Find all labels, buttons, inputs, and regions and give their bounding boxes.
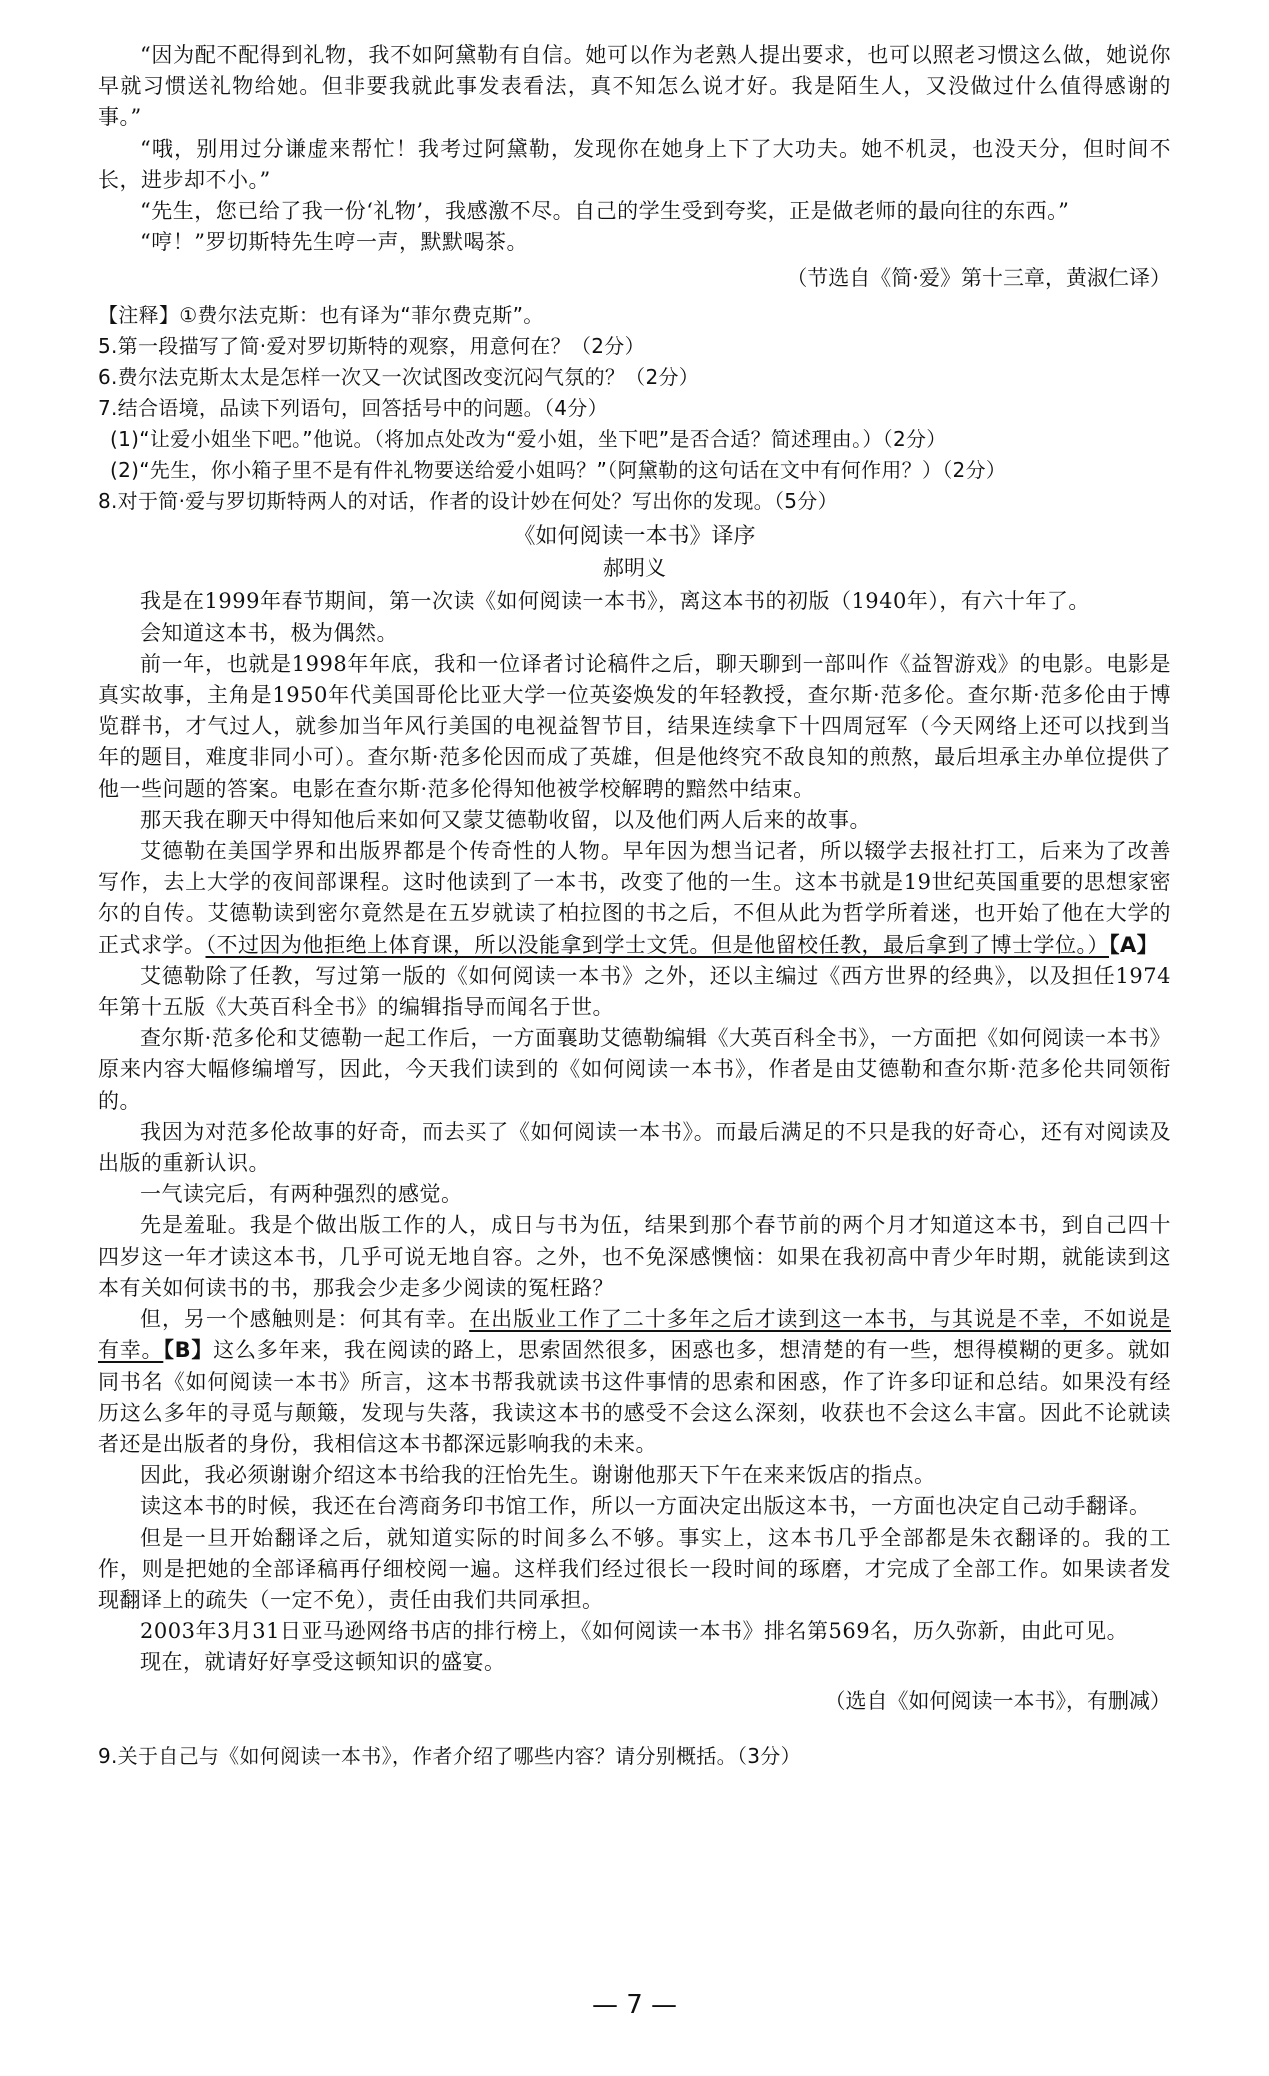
essay-paragraph: 读这本书的时候，我还在台湾商务印书馆工作，所以一方面决定出版这本书，一方面也决定自己动手翻译。 <box>140 1494 1151 1519</box>
underlined-sentence-b: 在出版业工作了二十多年之后才读到这一本书，与其说是不幸，不如说是有幸。 <box>98 1307 1171 1363</box>
question-7-2: (2)“先生，你小箱子里不是有件礼物要送给爱小姐吗？”（阿黛勒的这句话在文中有何作用？）（2分） <box>110 458 1007 483</box>
essay-text: 艾德勒在美国学界和出版界都是个传奇性的人物。早年因为想当记者，所以辍学去报社打工，后来为了改善写作，去上大学的夜间部课程。这时他读到了一本书，改变了他的一生。这本书就是19世纪英国重要的思想家密尔的自传。艾德勒读到密尔竟然是在五岁就读了柏拉图的书之后，不但从此为哲学所着迷，也开始了他在大学的正式求学。 <box>98 839 1171 957</box>
essay-source-row <box>98 1688 1171 1741</box>
essay-paragraph: 前一年，也就是1998年年底，我和一位译者讨论稿件之后，聊天聊到一部叫作《益智游戏》的电影。电影是真实故事，主角是1950年代美国哥伦比亚大学一位英姿焕发的年轻教授，查尔斯·范多伦。查尔斯·范多伦由于博览群书，才气过人，就参加当年风行美国的电视益智节目，结果连续拿下十四周冠军（今天网络上还可以找到当年的题目，难度非同小可）。查尔斯·范多伦因而成了英雄，但是他终究不敌良知的煎熬，最后坦承主办单位提供了他一些问题的答案。电影在查尔斯·范多伦得知他被学校解聘的黯然中结束。 <box>98 651 1171 801</box>
essay-paragraph: 因此，我必须谢谢介绍这本书给我的汪怡先生。谢谢他那天下午在来来饭店的指点。 <box>140 1463 936 1488</box>
question-8: 8.对于简·爱与罗切斯特两人的对话，作者的设计妙在何处？写出你的发现。（5分） <box>98 489 838 514</box>
essay-text: 但，另一个感触则是：何其有幸。 <box>140 1307 470 1332</box>
essay-paragraph: 我因为对范多伦故事的好奇，而去买了《如何阅读一本书》。而最后满足的不只是我的好奇心，还有对阅读及出版的重新认识。 <box>98 1119 1171 1176</box>
essay-source: （选自《如何阅读一本书》，有删减） <box>824 1688 1171 1713</box>
question-9: 9.关于自己与《如何阅读一本书》，作者介绍了哪些内容？请分别概括。（3分） <box>98 1743 801 1768</box>
essay-text: 这么多年来，我在阅读的路上，思索固然很多，困惑也多，想清楚的有一些，想得模糊的更多。就如同书名《如何阅读一本书》所言，这本书帮我就读书这件事情的思索和困惑，作了许多印证和总结。如果没有经历这么多年的寻觅与颠簸，发现与失落，我读这本书的感受不会这么深刻，收获也不会这么丰富。因此不论就读者还是出版者的身份，我相信这本书都深远影响我的未来。 <box>98 1338 1172 1456</box>
essay-title: 《如何阅读一本书》译序 <box>513 524 756 550</box>
essay-paragraph: 查尔斯·范多伦和艾德勒一起工作后，一方面襄助艾德勒编辑《大英百科全书》，一方面把《如何阅读一本书》原来内容大幅修编增写，因此，今天我们读到的《如何阅读一本书》，作者是由艾德勒和查尔斯·范多伦共同领衔的。 <box>98 1026 1171 1113</box>
question-7: 7.结合语境，品读下列语句，回答括号中的问题。（4分） <box>98 396 608 421</box>
essay-paragraph: 艾德勒除了任教，写过第一版的《如何阅读一本书》之外，还以主编过《西方世界的经典》，以及担任1974年第十五版《大英百科全书》的编辑指导而闻名于世。 <box>98 963 1171 1020</box>
novel-paragraph: “先生，您已给了我一份‘礼物’，我感激不尽。自己的学生受到夸奖，正是做老师的最向往的东西。” <box>140 199 1070 224</box>
essay-paragraph: 现在，就请好好享受这顿知识的盛宴。 <box>140 1650 506 1675</box>
novel-paragraph: “哦，别用过分谦虚来帮忙！我考过阿黛勒，发现你在她身上下了大功夫。她不机灵，也没天分，但时间不长，进步却不小。” <box>98 136 1171 192</box>
essay-author: 郝明义 <box>603 556 666 581</box>
essay-paragraph: 2003年3月31日亚马逊网络书店的排行榜上，《如何阅读一本书》排名第569名，历久弥新，由此可见。 <box>140 1619 1129 1644</box>
marker-a: 【A】 <box>1109 932 1159 957</box>
essay-paragraph: 会知道这本书，极为偶然。 <box>140 620 398 645</box>
marker-b: 【B】 <box>163 1338 214 1363</box>
question-group-novel <box>98 331 1171 517</box>
novel-paragraph: “因为配不配得到礼物，我不如阿黛勒有自信。她可以作为老熟人提出要求，也可以照老习惯这么做，她说你早就习惯送礼物给她。但非要我就此事发表看法，真不知怎么说才好。我是陌生人，又没做过什么值得感谢的事。” <box>98 43 1171 130</box>
essay-paragraph <box>98 1304 1171 1460</box>
footnote: 【注释】①费尔法克斯：也有译为“菲尔费克斯”。 <box>98 303 544 328</box>
essay-paragraph: 但是一旦开始翻译之后，就知道实际的时间多么不够。事实上，这本书几乎全部都是朱衣翻译的。我的工作，则是把她的全部译稿再仔细校阅一遍。这样我们经过很长一段时间的琢磨，才完成了全部工作。如果读者发现翻译上的疏失（一定不免），责任由我们共同承担。 <box>98 1525 1171 1612</box>
novel-excerpt <box>98 40 1171 294</box>
essay-paragraph: 那天我在聊天中得知他后来如何又蒙艾德勒收留，以及他们两人后来的故事。 <box>140 807 871 832</box>
page-number: — 7 — <box>591 1990 678 2020</box>
essay-paragraph: 一气读完后，有两种强烈的感觉。 <box>140 1182 463 1207</box>
novel-source: （节选自《简·爱》第十三章，黄淑仁译） <box>786 266 1171 291</box>
question-6: 6.费尔法克斯太太是怎样一次又一次试图改变沉闷气氛的？（2分） <box>98 365 700 390</box>
question-7-1: (1)“让爱小姐坐下吧。”他说。（将加点处改为“爱小姐，坐下吧”是否合适？简述理由。）（2分） <box>110 427 947 452</box>
essay-paragraph <box>98 836 1171 961</box>
essay-body <box>98 586 1171 1678</box>
essay-paragraph: 先是羞耻。我是个做出版工作的人，成日与书为伍，结果到那个春节前的两个月才知道这本书，到自己四十四岁这一年才读这本书，几乎可说无地自容。之外，也不免深感懊恼：如果在我初高中青少年时期，就能读到这本有关如何读书的书，那我会少走多少阅读的冤枉路？ <box>98 1213 1171 1300</box>
novel-paragraph: “哼！”罗切斯特先生哼一声，默默喝茶。 <box>140 230 528 255</box>
essay-paragraph: 我是在1999年春节期间，第一次读《如何阅读一本书》，离这本书的初版（1940年），有六十年了。 <box>140 589 1090 614</box>
question-5: 5.第一段描写了简·爱对罗切斯特的观察，用意何在？（2分） <box>98 334 645 359</box>
underlined-sentence-a: （不过因为他拒绝上体育课，所以没能拿到学士文凭。但是他留校任教，最后拿到了博士学位。） <box>205 932 1109 957</box>
